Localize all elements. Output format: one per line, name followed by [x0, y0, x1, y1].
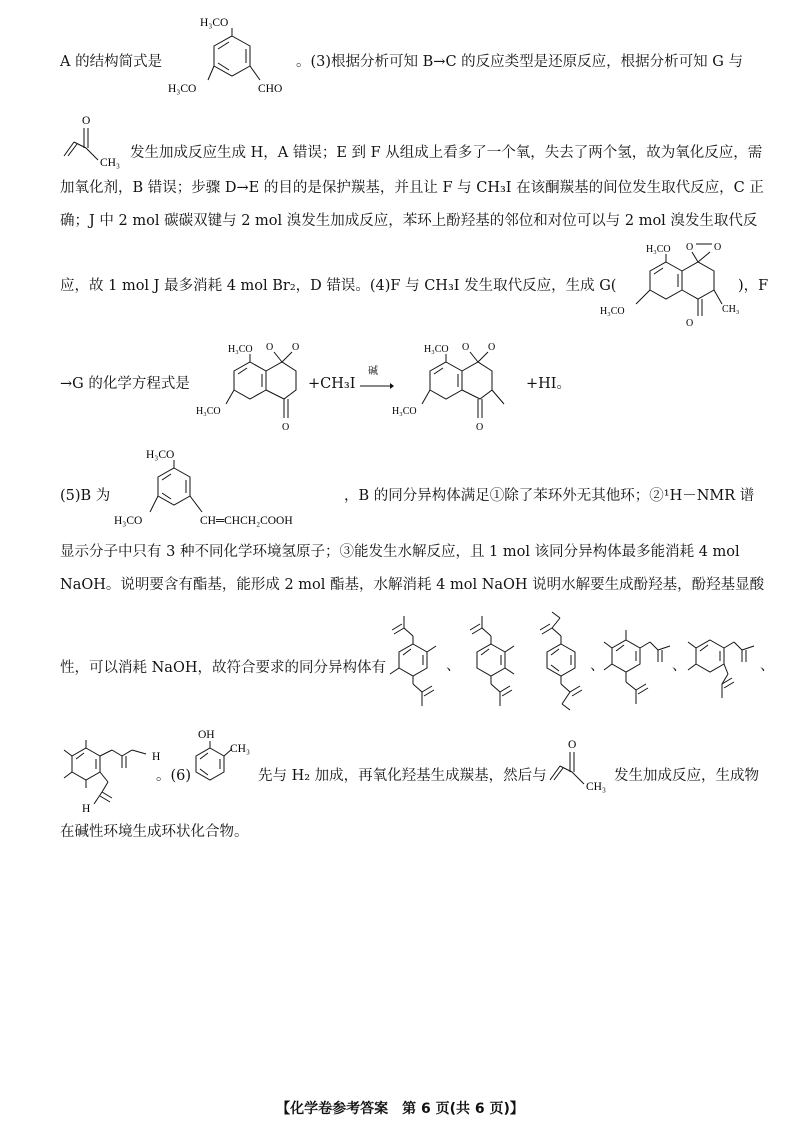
isomer-2 [460, 612, 522, 712]
label-o: O [476, 422, 484, 433]
structure-G [598, 238, 748, 328]
text-l9: NaOH。说明要含有酯基，能形成 2 mol 酯基，水解消耗 4 mol NaOH 说明水解要生成酚羟基，酚羟基显酸 [60, 577, 765, 593]
text-l1a: A 的结构简式是 [60, 54, 163, 70]
label-h3co-top: H₃CO [200, 17, 229, 29]
label-o: O [714, 242, 722, 253]
label-h: H [82, 803, 91, 815]
text-l4: 确；J 中 2 mol 碳碳双键与 2 mol 溴发生加成反应，苯环上酚羟基的邻位和对位可以与 2 mol 溴发生取代反 [60, 213, 758, 229]
separator-3: 、 [672, 658, 687, 674]
label-h3co: H₃CO [646, 244, 671, 255]
text-l8: 显示分子中只有 3 种不同化学环境氢原子；③能发生水解反应，且 1 mol 该同分异构体最多能消耗 4 mol [60, 544, 740, 560]
label-h3co: H₃CO [424, 344, 449, 355]
text-l2: 发生加成反应生成 H，A 错误；E 到 F 从组成上看多了一个氧，失去了两个氢，故为氧化反应，需 [130, 145, 763, 161]
text-l11c: 发生加成反应，生成物 [614, 768, 759, 784]
isomer-4 [600, 612, 676, 712]
structure-butenone-1 [60, 110, 130, 170]
text-l3: 加氧化剂，B 错误；步骤 D→E 的目的是保护羰基，并且让 F 与 CH₃I 在该酮羰基的间位发生取代反应，C 正 [60, 180, 764, 196]
text-l6hi: +HI。 [526, 376, 572, 392]
label-h3co: H₃CO [228, 344, 253, 355]
text-l7b: ，B 的同分异构体满足①除了苯环外无其他环；②¹H－NMR 谱 [344, 488, 755, 504]
label-oh: OH [198, 729, 215, 741]
text-l5b: )，F [738, 278, 769, 294]
label-o: O [82, 115, 91, 127]
structure-A [160, 8, 300, 98]
label-o: O [266, 342, 274, 353]
structure-F [196, 338, 306, 433]
structure-butenone-2 [546, 734, 616, 794]
text-l6cond: 碱 [368, 366, 378, 377]
separator-2: 、 [590, 658, 605, 674]
label-h3co: H₃CO [392, 406, 417, 417]
label-o: O [488, 342, 496, 353]
isomer-1 [382, 612, 444, 712]
text-l6plus: +CH₃I [308, 376, 356, 392]
page-footer: 【化学卷参考答案 第 6 页(共 6 页)】 [276, 1101, 524, 1117]
label-h3co: H₃CO [114, 515, 143, 527]
text-l6a: →G 的化学方程式是 [60, 376, 190, 392]
label-h3co: H₃CO [600, 306, 625, 317]
label-h: H [152, 751, 161, 763]
label-cho: CHO [258, 83, 283, 95]
separator-1: 、 [446, 658, 461, 674]
isomer-6 [56, 734, 166, 814]
label-ch3: CH₃ [230, 743, 250, 755]
label-ch3: CH₃ [722, 304, 740, 315]
text-l11b: 先与 H₂ 加成，再氧化羟基生成羰基，然后与 [258, 768, 547, 784]
label-ch3: CH₃ [586, 781, 606, 793]
separator-4: 、 [760, 658, 775, 674]
text-l1b: 。(3)根据分析可知 B→C 的反应类型是还原反应，根据分析可知 G 与 [296, 54, 743, 70]
structure-G-product [392, 338, 522, 433]
isomer-5 [684, 612, 760, 712]
text-l11a: 。(6) [156, 768, 192, 784]
label-o: O [568, 739, 577, 751]
text-l7a: (5)B 为 [60, 488, 111, 504]
text-l5a: 应，故 1 mol J 最多消耗 4 mol Br₂，D 错误。(4)F 与 CH₃I 发生取代反应，生成 G( [60, 278, 617, 294]
reaction-arrow [360, 382, 394, 390]
structure-o-cresol [186, 722, 256, 792]
text-l12: 在碱性环境生成环状化合物。 [60, 824, 249, 840]
label-h3co: H₃CO [146, 449, 175, 461]
label-ch3: CH₃ [100, 157, 120, 169]
text-l10: 性，可以消耗 NaOH，故符合要求的同分异构体有 [60, 660, 386, 676]
label-h3co: H₃CO [196, 406, 221, 417]
label-o: O [292, 342, 300, 353]
isomer-3 [530, 612, 592, 712]
label-o: O [462, 342, 470, 353]
label-h3co-bottom: H₃CO [168, 83, 197, 95]
label-o: O [282, 422, 290, 433]
label-o: O [686, 242, 694, 253]
structure-B [110, 444, 350, 530]
label-o: O [686, 318, 694, 329]
label-chain: CH═CHCH₂COOH [200, 515, 293, 527]
